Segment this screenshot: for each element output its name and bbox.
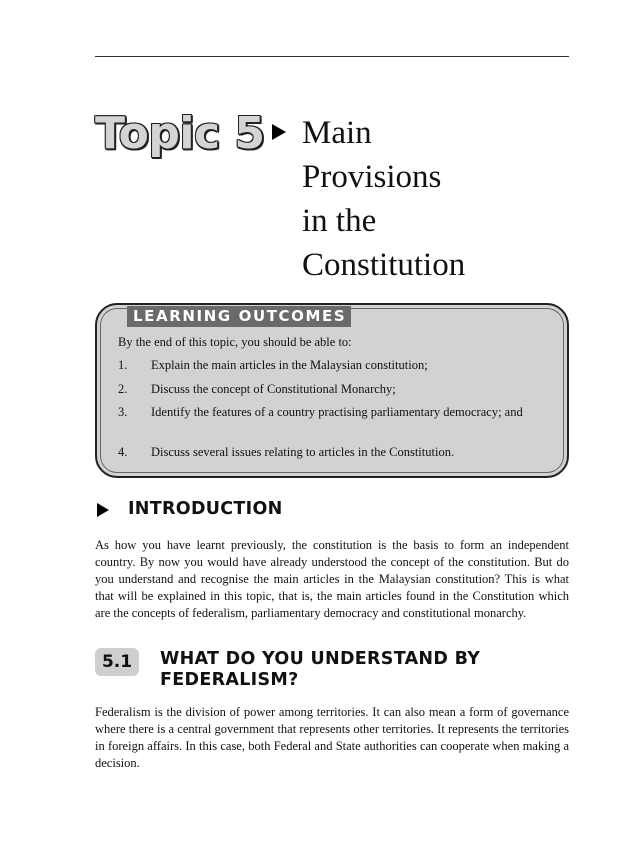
list-item-text: Identify the features of a country practising parliamentary democracy; and bbox=[151, 405, 523, 419]
topic-title-line: Main bbox=[302, 115, 372, 151]
topic-title-line: in the bbox=[302, 203, 377, 239]
list-item-number: 2. bbox=[118, 382, 128, 396]
topic-label: Topic 5 bbox=[95, 108, 265, 159]
learning-outcomes-heading: LEARNING OUTCOMES bbox=[127, 306, 351, 327]
triangle-right-icon bbox=[97, 503, 109, 517]
section-number-badge: 5.1 bbox=[95, 648, 139, 676]
topic-title-line: Constitution bbox=[302, 247, 466, 283]
introduction-heading: INTRODUCTION bbox=[128, 499, 283, 519]
introduction-paragraph: As how you have learnt previously, the constitution is the basis to form an independent country. By now you would have already understood the concept of the constitution. But do you understand and recognise the main articles in the Malaysian constitution? This is what that will be explained in this topic, that is, the main articles found in the Constitution which are the concepts of federalism, parliamentary democracy and constitutional monarchy. bbox=[95, 538, 569, 620]
list-item-text: Explain the main articles in the Malaysian constitution; bbox=[151, 358, 428, 372]
list-item-number: 4. bbox=[118, 445, 128, 459]
triangle-right-icon bbox=[272, 124, 286, 140]
topic-title bbox=[302, 111, 562, 287]
header-rule bbox=[95, 56, 569, 57]
section-paragraph: Federalism is the division of power among territories. It can also mean a form of governance where there is a central government that represents other territories. It represents the territories in foreign affairs. In this case, both Federal and State authorities can cooperate when making a decision. bbox=[95, 705, 569, 770]
list-item-text: Discuss several issues relating to articles in the Constitution. bbox=[151, 445, 455, 459]
learning-outcomes-box bbox=[95, 303, 569, 478]
learning-outcomes-intro: By the end of this topic, you should be able to: bbox=[118, 335, 352, 349]
list-item-number: 3. bbox=[118, 405, 128, 419]
topic-title-line: Provisions bbox=[302, 159, 442, 195]
list-item-number: 1. bbox=[118, 358, 128, 372]
section-title: WHAT DO YOU UNDERSTAND BY FEDERALISM? bbox=[160, 649, 481, 690]
topic-number: 5 bbox=[234, 108, 265, 159]
list-item-text: Discuss the concept of Constitutional Monarchy; bbox=[151, 382, 396, 396]
